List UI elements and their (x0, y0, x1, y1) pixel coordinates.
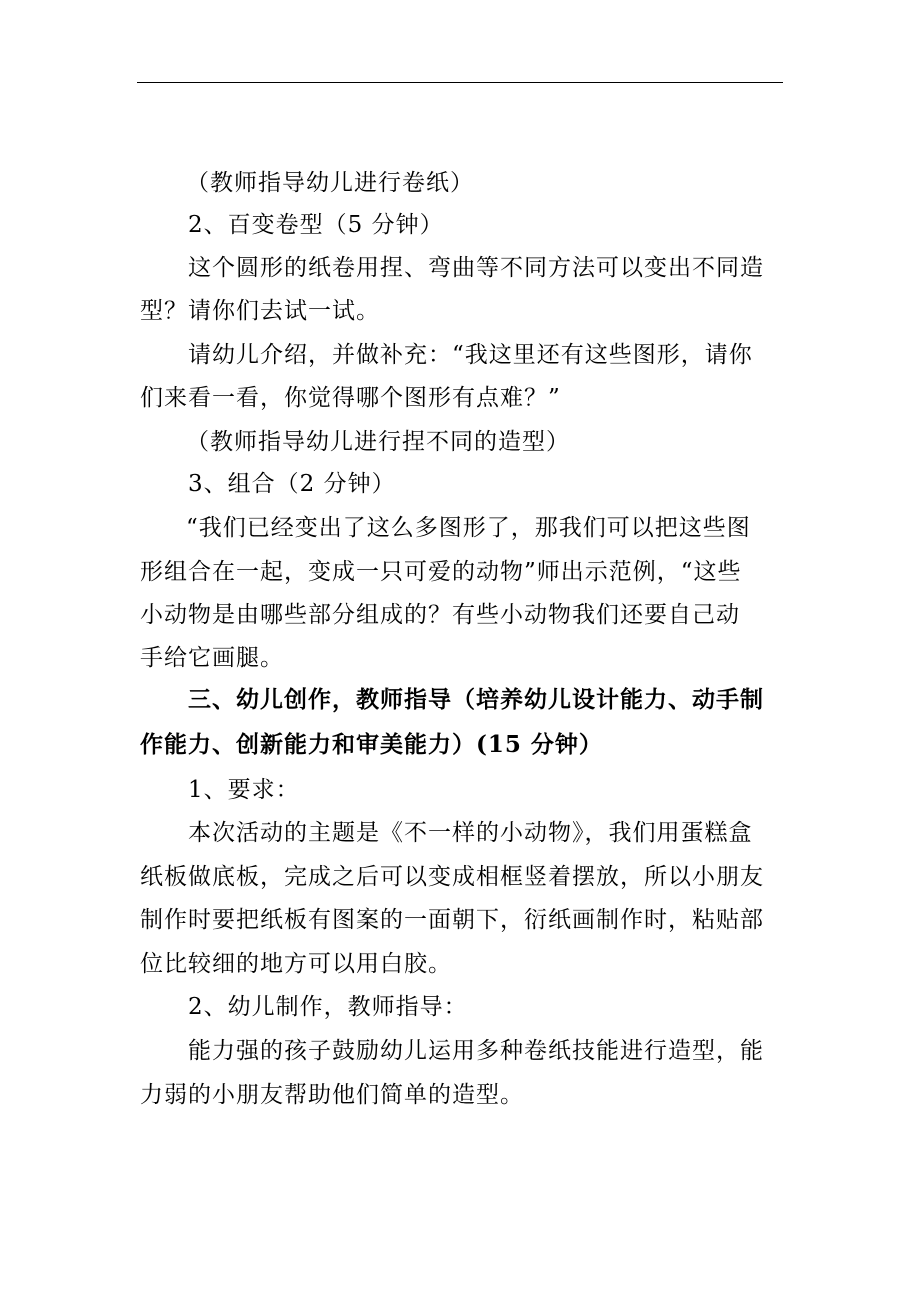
paragraph-line-1: （教师指导幼儿进行卷纸） (186, 170, 474, 196)
header-rule (137, 82, 783, 83)
subsection-heading-2: 2、幼儿制作，教师指导： (188, 994, 468, 1020)
paragraph-line-19: 位比较细的地方可以用白胶。 (140, 951, 452, 977)
paragraph-line-7: （教师指导幼儿进行捏不同的造型） (186, 429, 570, 455)
paragraph-line-21: 能力强的孩子鼓励幼儿运用多种卷纸技能进行造型，能 (188, 1038, 764, 1064)
paragraph-line-17: 纸板做底板，完成之后可以变成相框竖着摆放，所以小朋友 (140, 864, 764, 890)
paragraph-line-16: 本次活动的主题是《不一样的小动物》，我们用蛋糕盒 (188, 820, 753, 846)
paragraph-line-11: 小动物是由哪些部分组成的？有些小动物我们还要自己动 (140, 602, 740, 628)
section-heading-2: 2、百变卷型（5 分钟） (188, 212, 444, 238)
subsection-heading-1: 1、要求： (188, 777, 300, 803)
section-heading-three: 三、幼儿创作，教师指导（培养幼儿设计能力、动手制 (188, 686, 764, 713)
paragraph-line-22: 力弱的小朋友帮助他们简单的造型。 (140, 1082, 524, 1108)
section-heading-three-cont: 作能力、创新能力和审美能力）(15 分钟） (140, 731, 603, 758)
paragraph-line-5: 请幼儿介绍，并做补充：“我这里还有这些图形，请你 (188, 342, 753, 368)
paragraph-line-4: 型？请你们去试一试。 (140, 298, 380, 324)
paragraph-line-10: 形组合在一起，变成一只可爱的动物”师出示范例，“这些 (140, 559, 742, 585)
paragraph-line-6: 们来看一看，你觉得哪个图形有点难？” (140, 385, 561, 411)
paragraph-line-18: 制作时要把纸板有图案的一面朝下，衍纸画制作时，粘贴部 (140, 907, 764, 933)
section-heading-3: 3、组合（2 分钟） (188, 471, 396, 497)
paragraph-line-9: “我们已经变出了这么多图形了，那我们可以把这些图 (186, 515, 751, 541)
paragraph-line-12: 手给它画腿。 (140, 645, 284, 671)
paragraph-line-3: 这个圆形的纸卷用捏、弯曲等不同方法可以变出不同造 (188, 255, 764, 281)
